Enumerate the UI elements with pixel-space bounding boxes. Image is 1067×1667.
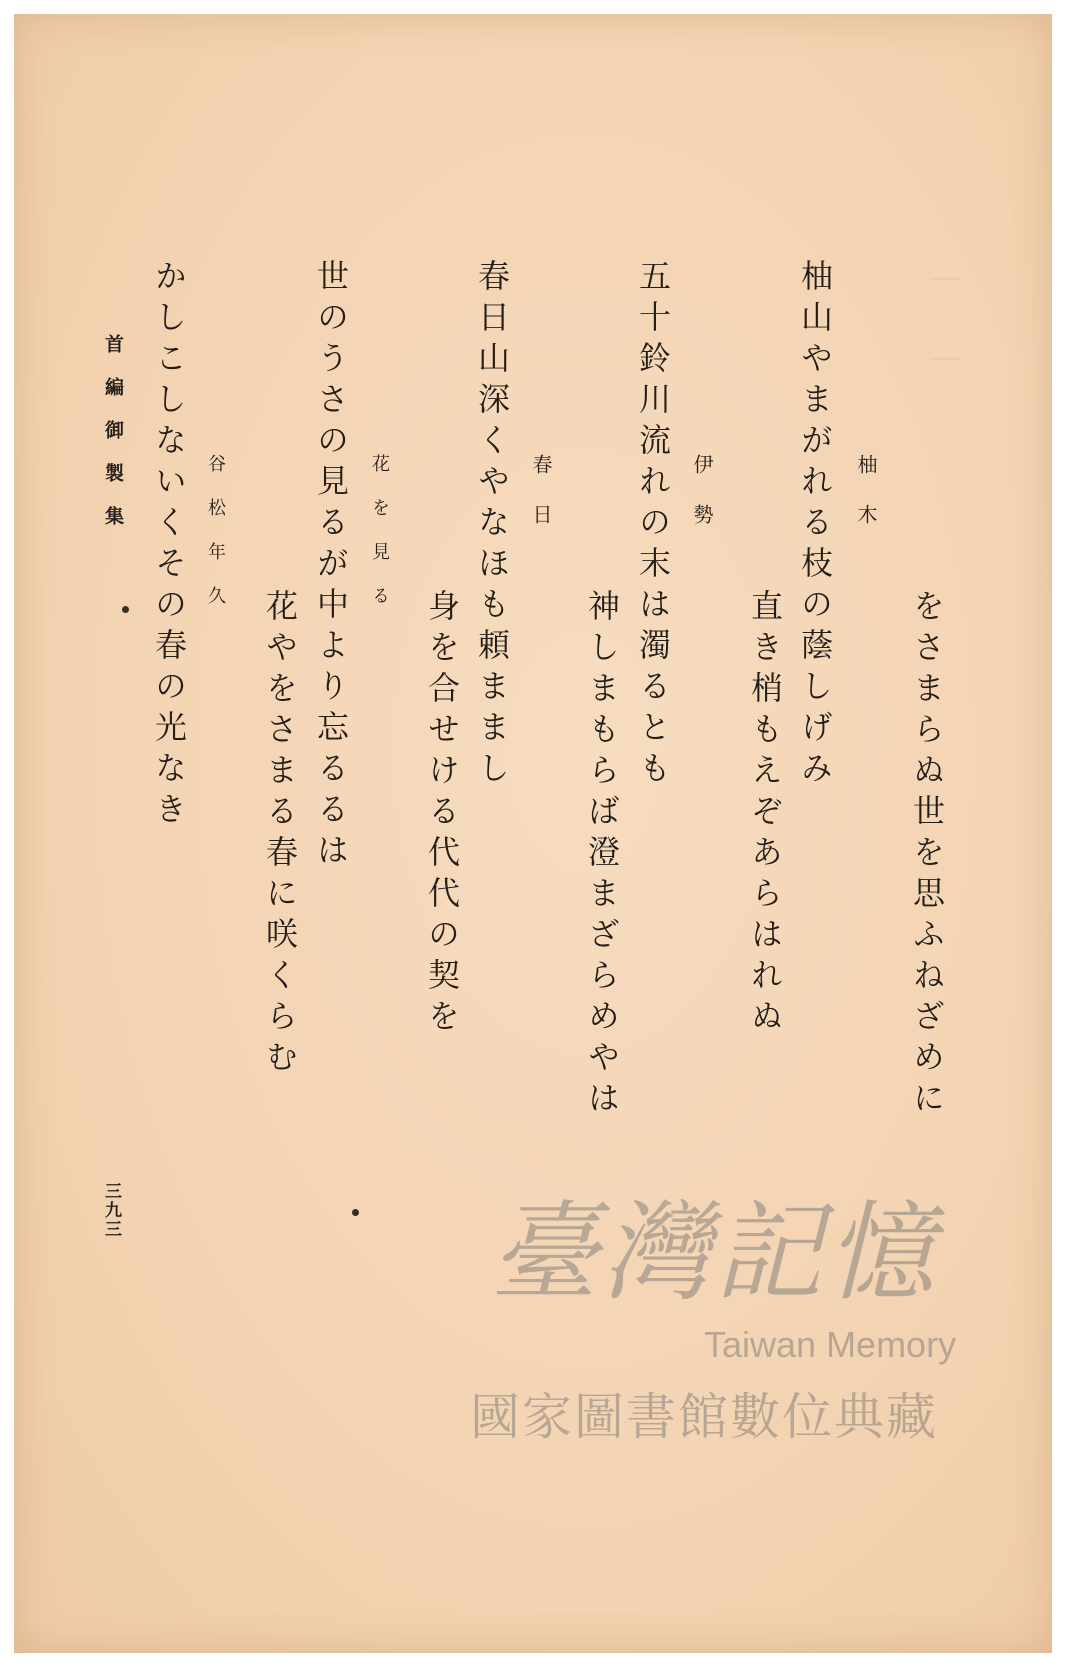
- verse-line: 春日山深くやなほも頼ままし: [473, 259, 511, 792]
- watermark: [454, 1189, 974, 1489]
- poem-title: 春日: [529, 454, 553, 554]
- verse-line: 花やをさまる春に咲くらむ: [261, 589, 299, 1081]
- verse-line: 直き梢もえぞあらはれぬ: [746, 589, 784, 1040]
- poem-title: 伊勢: [690, 454, 714, 554]
- poem-title: 柚木: [854, 454, 878, 554]
- verse-line: 身を合せける代代の契を: [423, 589, 461, 1040]
- verse-line: 世のうさの見るが中より忘るるは: [312, 259, 350, 874]
- verse-line: をさまらぬ世を思ふねざめに: [908, 589, 946, 1122]
- ink-speck: [352, 1209, 359, 1216]
- poem-title: 花を見る: [369, 454, 390, 630]
- running-head: 首編御製集: [102, 334, 124, 549]
- watermark-cjk: 臺灣記憶: [489, 1191, 938, 1316]
- ink-speck: [122, 606, 129, 613]
- poem-title: 谷松年久: [205, 454, 226, 630]
- verse-line: 柚山やまがれる枝の蔭しげみ: [796, 259, 834, 792]
- verse-line: 五十鈴川流れの末は濁るとも: [634, 259, 672, 792]
- verse-line: かしこしないくその春の光なき: [150, 259, 188, 833]
- watermark-en: Taiwan Memory: [704, 1324, 957, 1365]
- book-page: [14, 14, 1052, 1653]
- watermark-library: 國家圖書館數位典藏: [470, 1388, 938, 1446]
- page-number: 三九三: [101, 1182, 121, 1239]
- bleed-through-mark: ｜ ｜: [924, 264, 959, 384]
- verse-line: 神しまもらば澄まざらめやは: [583, 589, 621, 1122]
